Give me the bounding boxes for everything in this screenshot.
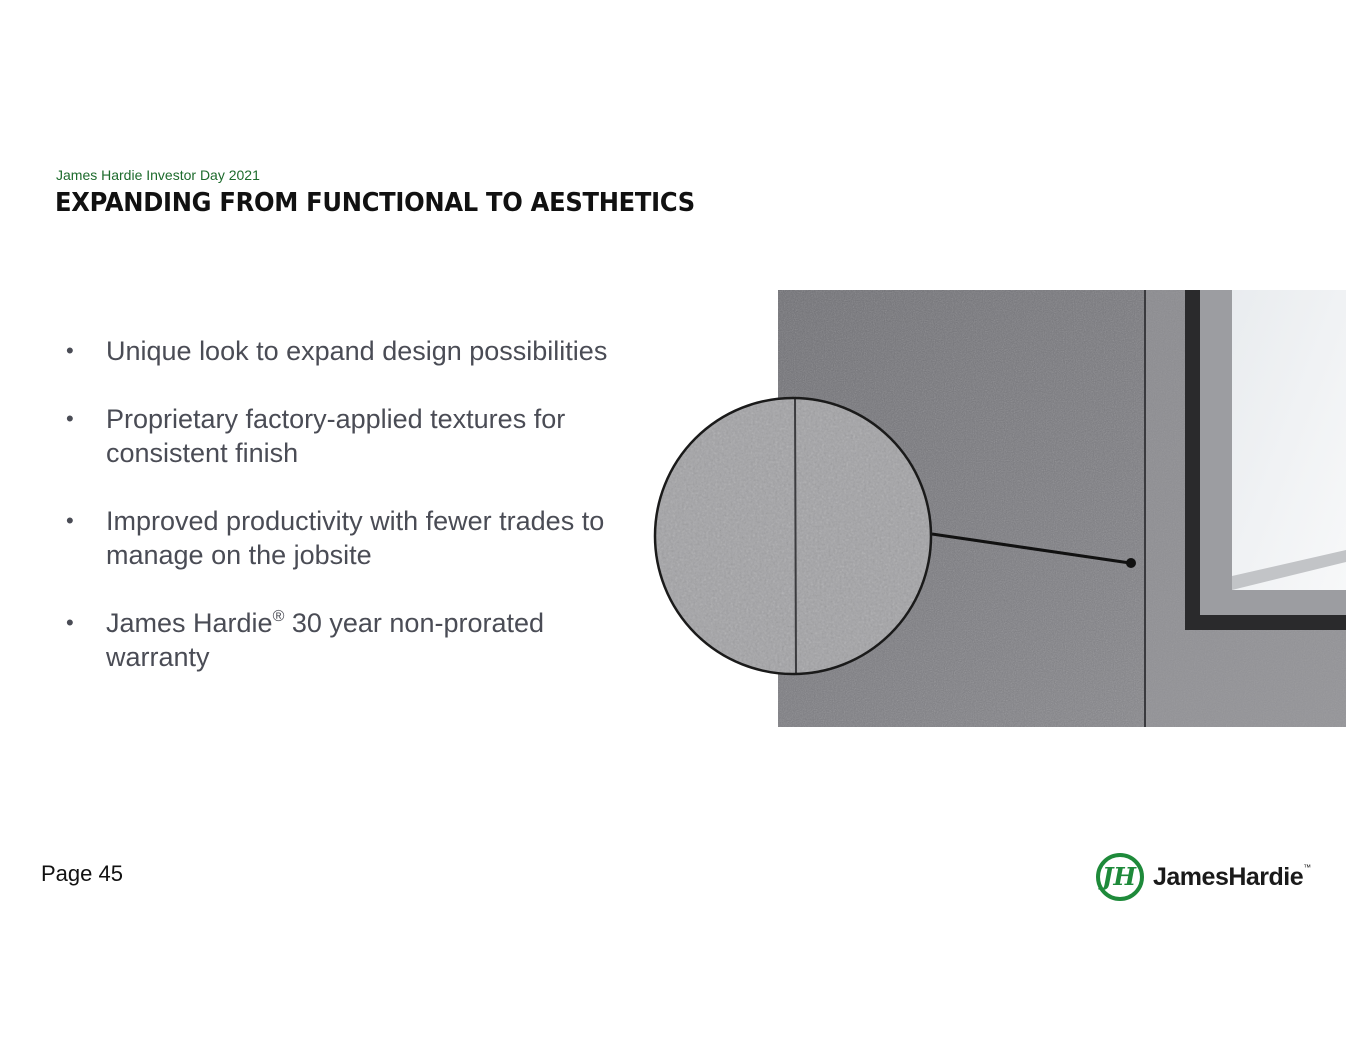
texture-wall-photo xyxy=(640,286,1350,731)
bullet-text: Proprietary factory-applied textures for consistent finish xyxy=(106,404,566,468)
bullet-list xyxy=(62,334,622,708)
jh-logo-mark-icon xyxy=(1095,852,1145,902)
bullet-dot-icon: • xyxy=(66,338,74,363)
bullet-text: Unique look to expand design possibilities xyxy=(106,336,608,366)
page-title: EXPANDING FROM FUNCTIONAL TO AESTHETICS xyxy=(55,188,695,218)
eyebrow-label: James Hardie Investor Day 2021 xyxy=(56,167,260,183)
bullet-item xyxy=(62,504,622,572)
bullet-item xyxy=(62,402,622,470)
bullet-dot-icon: • xyxy=(66,406,74,431)
bullet-item xyxy=(62,334,622,368)
company-logo xyxy=(1095,849,1335,905)
bullet-item xyxy=(62,606,622,674)
bullet-text: Improved productivity with fewer trades to manage on the jobsite xyxy=(106,506,605,570)
bullet-text-warranty-a: James Hardie xyxy=(106,608,273,638)
logo-wordmark: JamesHardie™ xyxy=(1153,862,1311,891)
svg-text:JH: JH xyxy=(1101,862,1137,891)
bullet-dot-icon: • xyxy=(66,508,74,533)
bullet-text-warranty-b: 30 year non-prorated warranty xyxy=(106,608,545,672)
registered-mark: ® xyxy=(272,608,285,625)
page-number: Page 45 xyxy=(41,861,123,886)
bullet-dot-icon: • xyxy=(66,610,74,635)
